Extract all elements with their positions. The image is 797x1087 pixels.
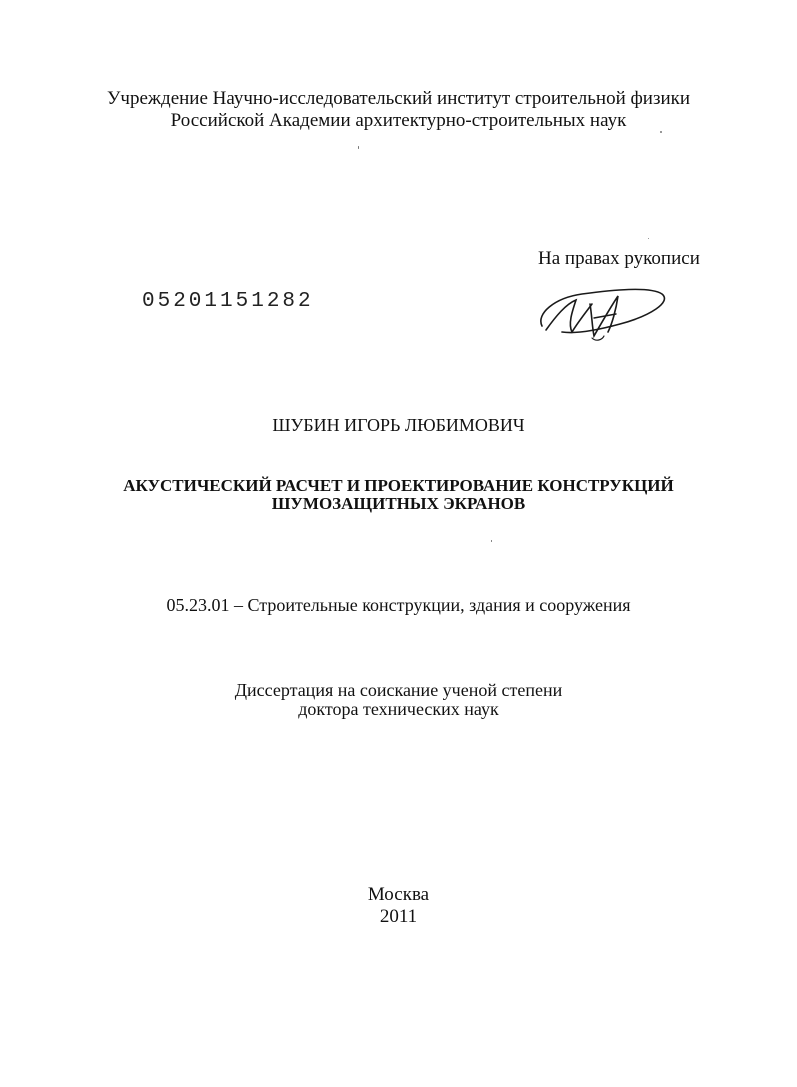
- rights-notice: На правах рукописи: [538, 248, 700, 269]
- institution-line-1: Учреждение Научно-исследовательский институт строительной физики: [106, 88, 691, 109]
- scan-speck: [358, 146, 359, 149]
- dissertation-title-line-2: ШУМОЗАЩИТНЫХ ЭКРАНОВ: [271, 494, 526, 513]
- signature-icon: [532, 282, 672, 346]
- specialty-code: 05.23.01 – Строительные конструкции, здания и сооружения: [166, 595, 631, 615]
- dissertation-title-line-1: АКУСТИЧЕСКИЙ РАСЧЕТ И ПРОЕКТИРОВАНИЕ КОНСТРУКЦИЙ: [123, 476, 674, 495]
- degree-line-1: Диссертация на соискание ученой степени: [234, 680, 563, 700]
- institution-line-2: Российской Академии архитектурно-строительных наук: [170, 110, 627, 131]
- degree-line-2: доктора технических наук: [298, 699, 499, 719]
- scan-speck: [660, 131, 662, 133]
- scan-speck: [648, 238, 649, 239]
- scan-speck: [491, 540, 492, 542]
- city: Москва: [367, 884, 430, 905]
- year: 2011: [379, 906, 418, 927]
- catalog-number: 05201151282: [142, 290, 314, 313]
- author-name: ШУБИН ИГОРЬ ЛЮБИМОВИЧ: [272, 415, 525, 435]
